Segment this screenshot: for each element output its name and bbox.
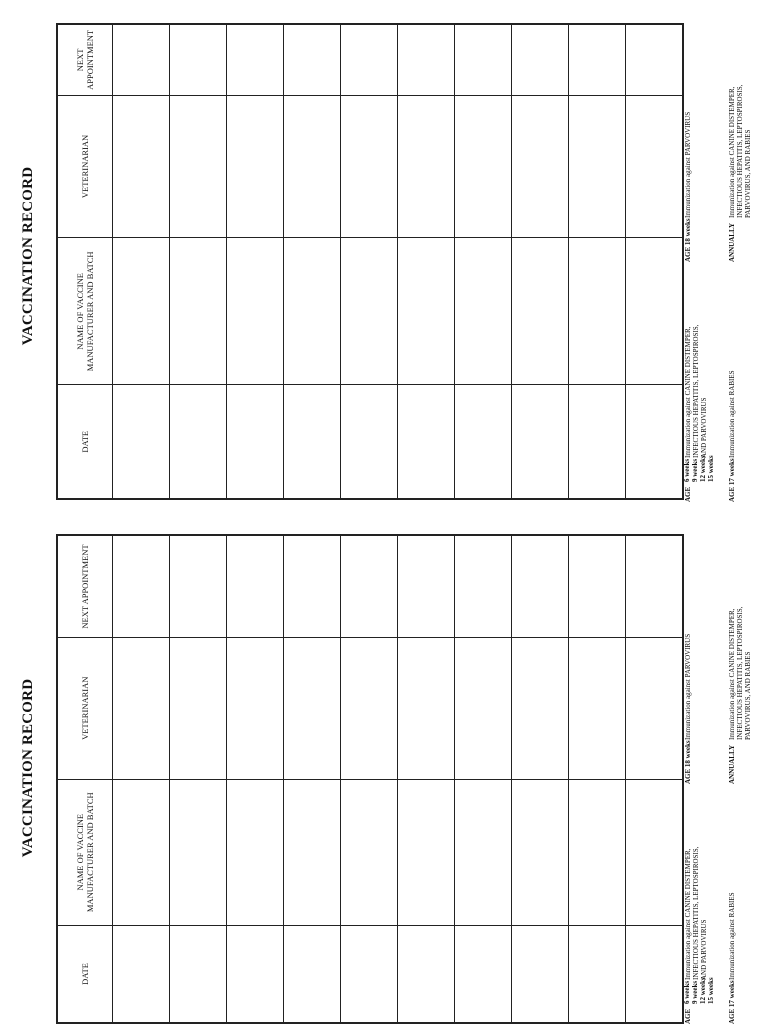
next-appointment-cell[interactable] xyxy=(455,24,512,95)
column-header-next-appointment: NEXT APPOINTMENT xyxy=(57,24,113,95)
week-12: 12 weeks xyxy=(699,455,708,482)
next-appointment-cell[interactable] xyxy=(170,535,227,638)
page-title: VACCINATION RECORD xyxy=(20,678,36,858)
vaccine-cell[interactable] xyxy=(284,238,341,385)
weeks-description: Immunization against CANINE DISTEMPER, INFECTIOUS HEPATITIS, LEPTOSPIROSIS, AND PARVOVIRUS xyxy=(684,846,709,980)
next-appointment-cell[interactable] xyxy=(113,535,170,638)
age-17-description: Immunization against RABIES xyxy=(728,370,736,458)
veterinarian-cell[interactable] xyxy=(398,638,455,780)
column-header-veterinarian: VETERINARIAN xyxy=(57,638,113,780)
annually-label: ANNUALLY xyxy=(728,744,736,784)
age-18-label: AGE 18 weeks xyxy=(684,740,692,784)
next-appointment-cell[interactable] xyxy=(512,24,569,95)
table-header-row xyxy=(57,24,113,499)
veterinarian-cell[interactable] xyxy=(626,638,684,780)
column-header-date: DATE xyxy=(57,925,113,1023)
veterinarian-cell[interactable] xyxy=(569,638,626,780)
next-appointment-cell[interactable] xyxy=(227,535,284,638)
next-appointment-cell[interactable] xyxy=(626,535,684,638)
date-cell[interactable] xyxy=(455,925,512,1023)
column-header-vaccine: NAME OF VACCINE MANUFACTURER AND BATCH xyxy=(57,779,113,925)
table-row xyxy=(113,24,170,499)
vaccine-cell[interactable] xyxy=(341,238,398,385)
veterinarian-cell[interactable] xyxy=(284,95,341,238)
vaccine-cell[interactable] xyxy=(170,779,227,925)
vaccination-table xyxy=(56,23,684,500)
table-row xyxy=(341,535,398,1023)
vaccine-cell[interactable] xyxy=(284,779,341,925)
date-cell[interactable] xyxy=(512,925,569,1023)
vaccine-cell[interactable] xyxy=(626,238,684,385)
next-appointment-cell[interactable] xyxy=(569,535,626,638)
vaccine-cell[interactable] xyxy=(398,779,455,925)
age-label: AGE xyxy=(684,1008,692,1024)
veterinarian-cell[interactable] xyxy=(455,95,512,238)
next-appointment-cell[interactable] xyxy=(455,535,512,638)
table-row xyxy=(512,24,569,499)
age-18-label: AGE 18 weeks xyxy=(684,218,692,262)
page-title: VACCINATION RECORD xyxy=(20,166,36,346)
veterinarian-cell[interactable] xyxy=(170,95,227,238)
veterinarian-cell[interactable] xyxy=(284,638,341,780)
veterinarian-cell[interactable] xyxy=(398,95,455,238)
veterinarian-cell[interactable] xyxy=(113,638,170,780)
weeks-description: Immunization against CANINE DISTEMPER, INFECTIOUS HEPATITIS, LEPTOSPIROSIS, AND PARVOVIRUS xyxy=(684,324,709,458)
date-cell[interactable] xyxy=(113,925,170,1023)
column-header-veterinarian: VETERINARIAN xyxy=(57,95,113,238)
date-cell[interactable] xyxy=(227,925,284,1023)
week-9: 9 weeks xyxy=(691,458,700,482)
veterinarian-cell[interactable] xyxy=(227,95,284,238)
vaccine-cell[interactable] xyxy=(398,238,455,385)
date-cell[interactable] xyxy=(569,925,626,1023)
column-header-next-appointment: NEXT APPOINTMENT xyxy=(57,535,113,638)
next-appointment-cell[interactable] xyxy=(341,535,398,638)
table-row xyxy=(227,535,284,1023)
table-row xyxy=(455,535,512,1023)
week-15: 15 weeks xyxy=(707,455,716,482)
table-row xyxy=(398,24,455,499)
table-header-row xyxy=(57,535,113,1023)
next-appointment-cell[interactable] xyxy=(512,535,569,638)
table-row xyxy=(569,24,626,499)
week-6: 6 weeks xyxy=(683,980,692,1004)
age-17-label: AGE 17 weeks xyxy=(728,980,736,1024)
next-appointment-cell[interactable] xyxy=(113,24,170,95)
veterinarian-cell[interactable] xyxy=(341,638,398,780)
date-cell[interactable] xyxy=(170,925,227,1023)
week-9: 9 weeks xyxy=(691,980,700,1004)
table-row xyxy=(512,535,569,1023)
veterinarian-cell[interactable] xyxy=(113,95,170,238)
veterinarian-cell[interactable] xyxy=(227,638,284,780)
next-appointment-cell[interactable] xyxy=(398,24,455,95)
next-appointment-cell[interactable] xyxy=(398,535,455,638)
vaccine-cell[interactable] xyxy=(569,238,626,385)
veterinarian-cell[interactable] xyxy=(569,95,626,238)
column-header-date: DATE xyxy=(57,385,113,499)
vaccination-table xyxy=(56,534,684,1024)
veterinarian-cell[interactable] xyxy=(170,638,227,780)
table-row xyxy=(170,24,227,499)
veterinarian-cell[interactable] xyxy=(626,95,684,238)
date-cell[interactable] xyxy=(455,385,512,499)
next-appointment-cell[interactable] xyxy=(569,24,626,95)
vaccine-cell[interactable] xyxy=(113,238,170,385)
next-appointment-cell[interactable] xyxy=(626,24,684,95)
date-cell[interactable] xyxy=(284,385,341,499)
next-appointment-cell[interactable] xyxy=(284,24,341,95)
vaccine-cell[interactable] xyxy=(512,779,569,925)
date-cell[interactable] xyxy=(227,385,284,499)
veterinarian-cell[interactable] xyxy=(512,638,569,780)
vaccine-cell[interactable] xyxy=(227,238,284,385)
week-6: 6 weeks xyxy=(683,458,692,482)
week-15: 15 weeks xyxy=(707,977,716,1004)
date-cell[interactable] xyxy=(398,925,455,1023)
date-cell[interactable] xyxy=(113,385,170,499)
table-row xyxy=(284,535,341,1023)
age-18-description: Immunization against PARVOVIRUS xyxy=(684,111,692,218)
record-sheet-bottom xyxy=(0,512,768,1024)
table-row xyxy=(455,24,512,499)
table-row xyxy=(626,24,684,499)
date-cell[interactable] xyxy=(341,385,398,499)
vaccine-cell[interactable] xyxy=(512,238,569,385)
next-appointment-cell[interactable] xyxy=(341,24,398,95)
week-12: 12 weeks xyxy=(699,977,708,1004)
table-row xyxy=(113,535,170,1023)
date-cell[interactable] xyxy=(569,385,626,499)
age-18-description: Immunization against PARVOVIRUS xyxy=(684,633,692,740)
date-cell[interactable] xyxy=(341,925,398,1023)
age-17-label: AGE 17 weeks xyxy=(728,458,736,502)
vaccine-cell[interactable] xyxy=(455,238,512,385)
date-cell[interactable] xyxy=(626,925,684,1023)
column-header-vaccine: NAME OF VACCINE MANUFACTURER AND BATCH xyxy=(57,238,113,385)
date-cell[interactable] xyxy=(512,385,569,499)
annually-description: Immunization against CANINE DISTEMPER, INFECTIOUS HEPATITIS, LEPTOSPIROSIS, PARVOVIRUS, AND RABIES xyxy=(728,84,753,218)
annually-label: ANNUALLY xyxy=(728,222,736,262)
date-cell[interactable] xyxy=(170,385,227,499)
vaccine-cell[interactable] xyxy=(626,779,684,925)
vaccine-cell[interactable] xyxy=(170,238,227,385)
date-cell[interactable] xyxy=(398,385,455,499)
annually-description: Immunization against CANINE DISTEMPER, INFECTIOUS HEPATITIS, LEPTOSPIROSIS, PARVOVIRUS, AND RABIES xyxy=(728,606,753,740)
table-row xyxy=(626,535,684,1023)
vaccine-cell[interactable] xyxy=(455,779,512,925)
next-appointment-cell[interactable] xyxy=(170,24,227,95)
table-row xyxy=(227,24,284,499)
table-row xyxy=(398,535,455,1023)
table-row xyxy=(569,535,626,1023)
date-cell[interactable] xyxy=(626,385,684,499)
rotated-sheet xyxy=(0,512,768,1024)
vaccine-cell[interactable] xyxy=(113,779,170,925)
table-row xyxy=(170,535,227,1023)
vaccine-cell[interactable] xyxy=(569,779,626,925)
veterinarian-cell[interactable] xyxy=(455,638,512,780)
veterinarian-cell[interactable] xyxy=(341,95,398,238)
table-row xyxy=(341,24,398,499)
vaccine-cell[interactable] xyxy=(341,779,398,925)
vaccine-cell[interactable] xyxy=(227,779,284,925)
next-appointment-cell[interactable] xyxy=(227,24,284,95)
table-row xyxy=(284,24,341,499)
age-label: AGE xyxy=(684,486,692,502)
veterinarian-cell[interactable] xyxy=(512,95,569,238)
date-cell[interactable] xyxy=(284,925,341,1023)
age-17-description: Immunization against RABIES xyxy=(728,892,736,980)
next-appointment-cell[interactable] xyxy=(284,535,341,638)
